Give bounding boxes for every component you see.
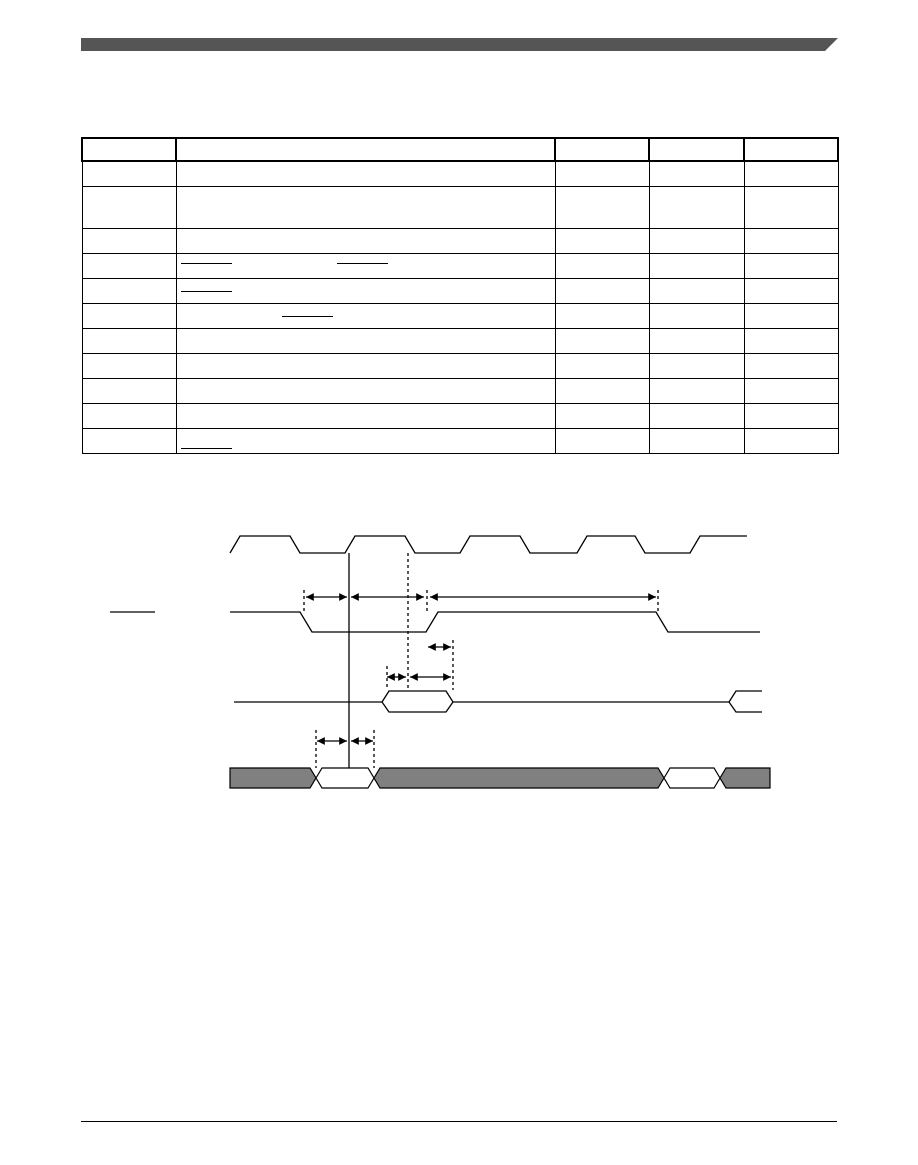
data-bus-invalid (720, 768, 770, 788)
footer-rule (81, 1121, 837, 1122)
pulse-tail (729, 691, 762, 712)
data-bus-valid (316, 768, 374, 788)
pulse-window (382, 691, 453, 712)
select-waveform (230, 612, 760, 632)
data-bus-invalid (374, 768, 664, 788)
data-bus-invalid (230, 768, 316, 788)
clock-waveform (230, 536, 747, 553)
data-bus-valid (664, 768, 720, 788)
